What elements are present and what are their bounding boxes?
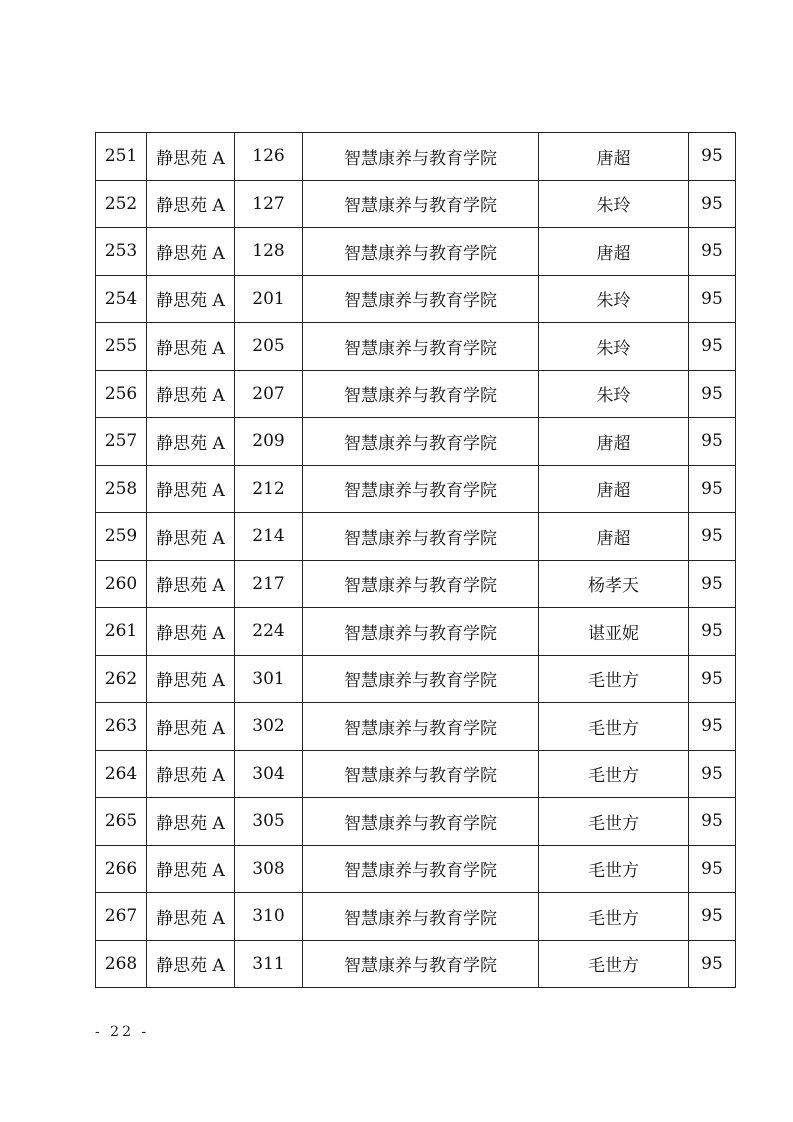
cell-room: 301: [235, 655, 303, 703]
cell-inspector: 毛世方: [539, 655, 689, 703]
cell-score: 95: [689, 655, 736, 703]
cell-building: 静思苑 A: [147, 703, 235, 751]
cell-college: 智慧康养与教育学院: [303, 228, 539, 276]
cell-score: 95: [689, 703, 736, 751]
table-row: [96, 845, 736, 893]
cell-college: 智慧康养与教育学院: [303, 560, 539, 608]
table-row: [96, 560, 736, 608]
cell-number: 266: [96, 845, 147, 893]
cell-college: 智慧康养与教育学院: [303, 845, 539, 893]
cell-room: 308: [235, 845, 303, 893]
cell-number: 262: [96, 655, 147, 703]
cell-room: 305: [235, 798, 303, 846]
cell-room: 302: [235, 703, 303, 751]
cell-number: 256: [96, 370, 147, 418]
cell-inspector: 毛世方: [539, 940, 689, 988]
cell-building: 静思苑 A: [147, 655, 235, 703]
cell-number: 253: [96, 228, 147, 276]
cell-college: 智慧康养与教育学院: [303, 275, 539, 323]
cell-score: 95: [689, 465, 736, 513]
cell-room: 128: [235, 228, 303, 276]
cell-college: 智慧康养与教育学院: [303, 513, 539, 561]
table-row: [96, 655, 736, 703]
cell-college: 智慧康养与教育学院: [303, 323, 539, 371]
cell-room: 310: [235, 893, 303, 941]
cell-college: 智慧康养与教育学院: [303, 703, 539, 751]
cell-building: 静思苑 A: [147, 323, 235, 371]
cell-score: 95: [689, 893, 736, 941]
cell-score: 95: [689, 750, 736, 798]
cell-number: 267: [96, 893, 147, 941]
cell-room: 205: [235, 323, 303, 371]
cell-score: 95: [689, 133, 736, 181]
cell-inspector: 唐超: [539, 133, 689, 181]
cell-room: 304: [235, 750, 303, 798]
cell-score: 95: [689, 845, 736, 893]
cell-score: 95: [689, 323, 736, 371]
cell-college: 智慧康养与教育学院: [303, 133, 539, 181]
cell-score: 95: [689, 418, 736, 466]
cell-inspector: 谌亚妮: [539, 608, 689, 656]
cell-building: 静思苑 A: [147, 418, 235, 466]
cell-inspector: 朱玲: [539, 275, 689, 323]
cell-building: 静思苑 A: [147, 370, 235, 418]
cell-building: 静思苑 A: [147, 845, 235, 893]
cell-college: 智慧康养与教育学院: [303, 608, 539, 656]
table-row: [96, 608, 736, 656]
cell-building: 静思苑 A: [147, 465, 235, 513]
cell-building: 静思苑 A: [147, 750, 235, 798]
cell-inspector: 朱玲: [539, 370, 689, 418]
cell-room: 224: [235, 608, 303, 656]
cell-building: 静思苑 A: [147, 608, 235, 656]
cell-number: 251: [96, 133, 147, 181]
cell-inspector: 朱玲: [539, 180, 689, 228]
cell-number: 265: [96, 798, 147, 846]
table-row: [96, 228, 736, 276]
cell-building: 静思苑 A: [147, 893, 235, 941]
cell-score: 95: [689, 513, 736, 561]
cell-inspector: 毛世方: [539, 893, 689, 941]
cell-college: 智慧康养与教育学院: [303, 798, 539, 846]
cell-number: 268: [96, 940, 147, 988]
cell-score: 95: [689, 228, 736, 276]
table-row: [96, 465, 736, 513]
cell-score: 95: [689, 798, 736, 846]
table-row: [96, 750, 736, 798]
dormitory-score-table: [95, 132, 736, 988]
table-body: [96, 133, 736, 988]
cell-number: 255: [96, 323, 147, 371]
cell-inspector: 毛世方: [539, 703, 689, 751]
table-row: [96, 323, 736, 371]
cell-building: 静思苑 A: [147, 180, 235, 228]
cell-building: 静思苑 A: [147, 513, 235, 561]
cell-inspector: 毛世方: [539, 845, 689, 893]
cell-number: 261: [96, 608, 147, 656]
cell-score: 95: [689, 940, 736, 988]
cell-college: 智慧康养与教育学院: [303, 940, 539, 988]
table-row: [96, 893, 736, 941]
cell-college: 智慧康养与教育学院: [303, 370, 539, 418]
cell-number: 264: [96, 750, 147, 798]
cell-score: 95: [689, 180, 736, 228]
cell-college: 智慧康养与教育学院: [303, 465, 539, 513]
cell-college: 智慧康养与教育学院: [303, 418, 539, 466]
cell-building: 静思苑 A: [147, 940, 235, 988]
cell-inspector: 唐超: [539, 228, 689, 276]
table-row: [96, 513, 736, 561]
cell-college: 智慧康养与教育学院: [303, 750, 539, 798]
table-row: [96, 418, 736, 466]
table-row: [96, 370, 736, 418]
cell-number: 263: [96, 703, 147, 751]
table-row: [96, 275, 736, 323]
page-number: - 22 -: [95, 1024, 150, 1040]
cell-college: 智慧康养与教育学院: [303, 180, 539, 228]
cell-score: 95: [689, 608, 736, 656]
cell-number: 254: [96, 275, 147, 323]
cell-inspector: 毛世方: [539, 750, 689, 798]
cell-room: 214: [235, 513, 303, 561]
cell-inspector: 唐超: [539, 513, 689, 561]
cell-room: 212: [235, 465, 303, 513]
cell-inspector: 朱玲: [539, 323, 689, 371]
cell-room: 207: [235, 370, 303, 418]
cell-number: 252: [96, 180, 147, 228]
cell-score: 95: [689, 275, 736, 323]
table-row: [96, 940, 736, 988]
cell-inspector: 毛世方: [539, 798, 689, 846]
cell-room: 311: [235, 940, 303, 988]
cell-inspector: 杨孝天: [539, 560, 689, 608]
cell-inspector: 唐超: [539, 418, 689, 466]
cell-number: 260: [96, 560, 147, 608]
cell-building: 静思苑 A: [147, 228, 235, 276]
cell-building: 静思苑 A: [147, 560, 235, 608]
cell-room: 127: [235, 180, 303, 228]
cell-room: 201: [235, 275, 303, 323]
cell-room: 209: [235, 418, 303, 466]
cell-room: 217: [235, 560, 303, 608]
cell-number: 258: [96, 465, 147, 513]
cell-building: 静思苑 A: [147, 275, 235, 323]
cell-score: 95: [689, 560, 736, 608]
cell-building: 静思苑 A: [147, 798, 235, 846]
table-row: [96, 180, 736, 228]
cell-number: 257: [96, 418, 147, 466]
cell-college: 智慧康养与教育学院: [303, 893, 539, 941]
table-row: [96, 133, 736, 181]
cell-room: 126: [235, 133, 303, 181]
table-row: [96, 798, 736, 846]
cell-inspector: 唐超: [539, 465, 689, 513]
cell-college: 智慧康养与教育学院: [303, 655, 539, 703]
cell-score: 95: [689, 370, 736, 418]
table-row: [96, 703, 736, 751]
cell-building: 静思苑 A: [147, 133, 235, 181]
cell-number: 259: [96, 513, 147, 561]
